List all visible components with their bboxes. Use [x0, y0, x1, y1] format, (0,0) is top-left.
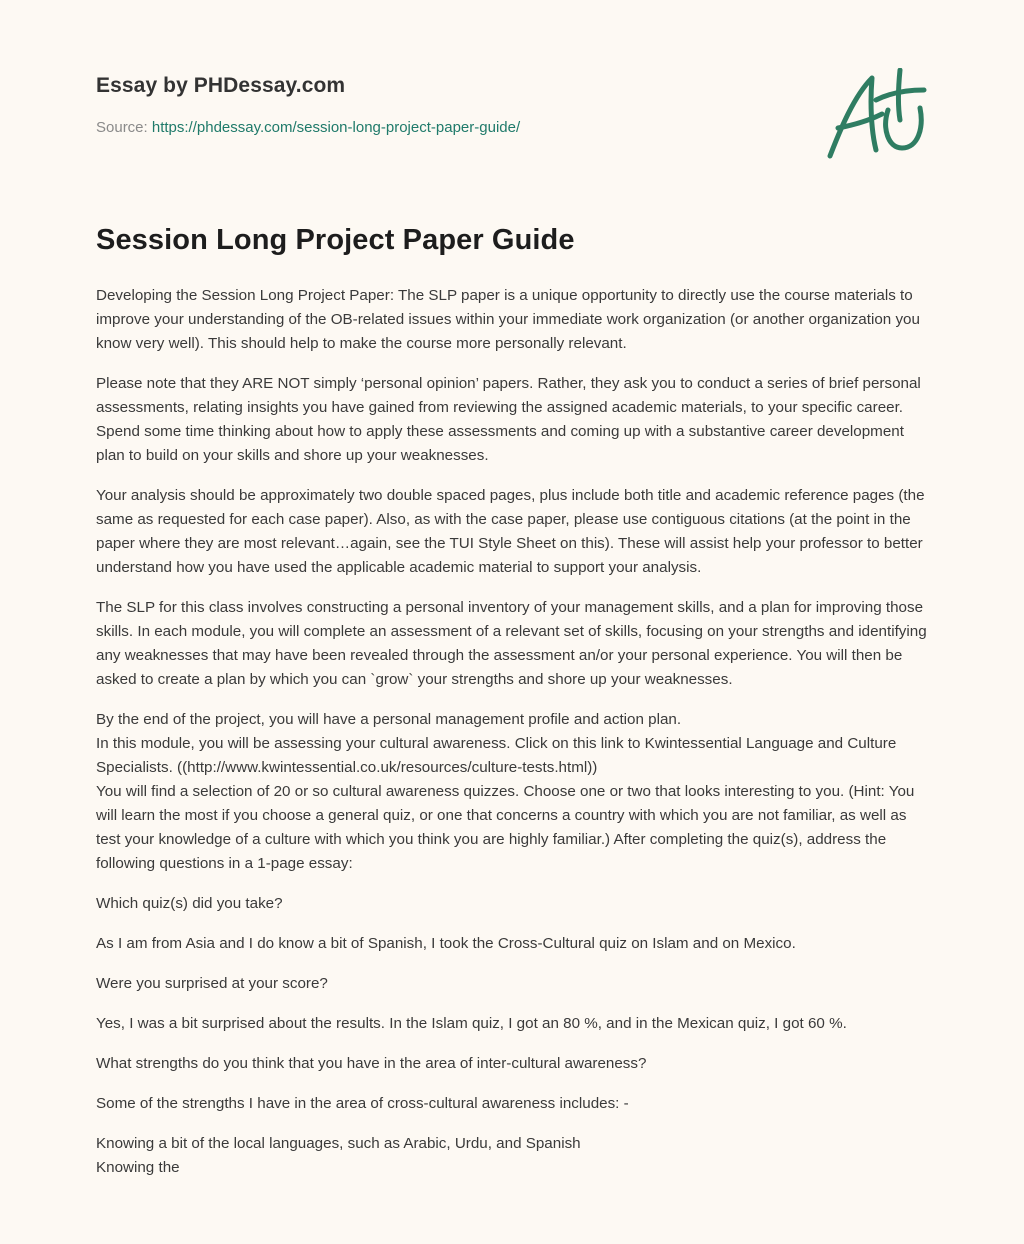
paragraph: Knowing a bit of the local languages, such as Arabic, Urdu, and Spanish Knowing the	[96, 1135, 581, 1176]
paragraph: As I am from Asia and I do know a bit of Spanish, I took the Cross-Cultural quiz on Islam and on Mexico.	[96, 935, 796, 952]
paragraph: By the end of the project, you will have a personal management profile and action plan. In this module, you will be assessing your cultural awareness. Click on this link to Kwintessential Language and Culture Specialists. ((http://www.kwintessential.co.uk/resources/culture-tests.html)) You will find a selection of 20 or so cultural awareness quizzes. Choose one or two that looks interesting to you. (Hint: You will learn the most if you choose a general quiz, or one that concerns a country with which you are not familiar, as well as test your knowledge of a culture with which you think you are highly familiar.) After completing the quiz(s), address the following questions in a 1-page essay:	[96, 711, 915, 872]
source-link[interactable]: https://phdessay.com/session-long-project-paper-guide/	[151, 119, 521, 136]
site-header	[96, 74, 928, 174]
paragraph: Please note that they ARE NOT simply ‘personal opinion’ papers. Rather, they ask you to conduct a series of brief personal assessments, relating insights you have gained from reviewing the assigned academic materials, to your specific career. Spend some time thinking about how to apply these assessments and coming up with a substantive career development plan to build on your skills and shore up your weaknesses.	[96, 375, 921, 464]
paragraph: Were you surprised at your score?	[96, 975, 328, 992]
document-title: Session Long Project Paper Guide	[96, 224, 575, 256]
paragraph: Developing the Session Long Project Paper: The SLP paper is a unique opportunity to directly use the course materials to improve your understanding of the OB-related issues within your immediate work organization (or another organization you know very well). This should help to make the course more personally relevant.	[96, 287, 920, 352]
a-plus-logo-icon	[824, 68, 928, 164]
document-body	[96, 284, 928, 1196]
paragraph: The SLP for this class involves constructing a personal inventory of your management skills, and a plan for improving those skills. In each module, you will complete an assessment of a relevant set of skills, focusing on your strengths and identifying any weaknesses that may have been revealed through the assessment an/or your personal experience. You will then be asked to create a plan by which you can `grow` your strengths and shore up your weaknesses.	[96, 599, 927, 688]
source-label: Source:	[96, 119, 148, 136]
paragraph: Yes, I was a bit surprised about the results. In the Islam quiz, I got an 80 %, and in the Mexican quiz, I got 60 %.	[96, 1015, 847, 1032]
paragraph: What strengths do you think that you have in the area of inter-cultural awareness?	[96, 1055, 647, 1072]
paragraph: Your analysis should be approximately two double spaced pages, plus include both title and academic reference pages (the same as requested for each case paper). Also, as with the case paper, please use contiguous citations (at the point in the paper where they are most relevant…again, see the TUI Style Sheet on this). These will assist help your professor to better understand how you have used the applicable academic material to support your analysis.	[96, 487, 925, 576]
source-line	[96, 119, 928, 136]
site-title: Essay by PHDessay.com	[96, 74, 346, 97]
paragraph: Which quiz(s) did you take?	[96, 895, 283, 912]
paragraph: Some of the strengths I have in the area of cross-cultural awareness includes: -	[96, 1095, 629, 1112]
